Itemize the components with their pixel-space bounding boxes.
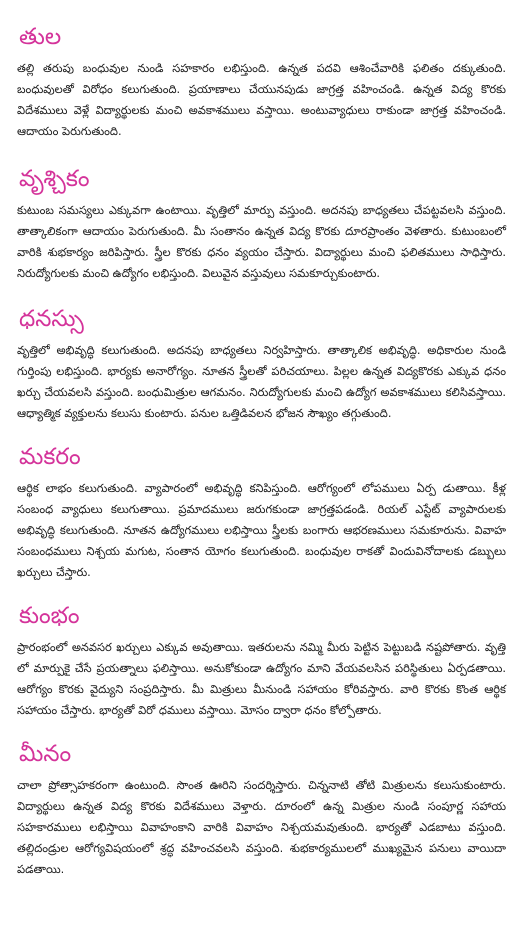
- sign-prediction-text: కుటుంబ సమస్యలు ఎక్కువగా ఉంటాయి. వృత్తిలో మార్పు వస్తుంది. అదనపు బాధ్యతలు చేపట్టవలసి వస్తుంది. తాత్కాలికంగా ఆదాయం పెరుగుతుంది. మీ సంతానం ఉన్నత విద్య కొరకు దూరప్రాంతం వెళతారు. కుటుంబంలో వారికి శుభకార్యం జరిపిస్తారు. స్త్రీల కొరకు ధనం వ్యయం చేస్తారు. విద్యార్థులు మంచి ఫలితములు సాధిస్తారు. నిరుద్యోగులకు మంచి ఉద్యోగం లభిస్తుంది. విలువైన వస్తువులు సమకూర్చుకుంటారు.: [17, 203, 506, 280]
- sign-title: ధనస్సు: [19, 306, 84, 332]
- sign-section-vrischikam: [17, 164, 506, 284]
- sign-title: మకరం: [19, 444, 81, 470]
- sign-section-kumbham: [17, 601, 506, 721]
- sign-prediction-text: ఆర్థిక లాభం కలుగుతుంది. వ్యాపారంలో అభివృద్ధి కనిపిస్తుంది. ఆరోగ్యంలో లోపములు ఏర్ప డుతాయి. కీళ్ల సంబంధ వ్యాధులు కలుగుతాయి. ప్రమాదములు జరుగకుండా జాగ్రత్తపడండి. రియల్ ఎస్టేట్ వ్యాపారులకు అభివృద్ధి కలుగుతుంది. నూతన ఉద్యోగములు లభిస్తాయి స్త్రీలకు బంగారు ఆభరణములు సమకూరును. వివాహ సంబంధములు నిశ్చయ మగుట, సంతాన యోగం కలుగుతుంది. బంధువుల రాకతో విందువినోదాలకు డబ్బులు ఖర్చులు చేస్తారు.: [17, 481, 506, 579]
- sign-prediction-text: వృత్తిలో అభివృద్ధి కలుగుతుంది. అదనపు బాధ్యతలు నిర్వహిస్తారు. తాత్కాలిక అభివృద్ధి. అధికారుల నుండి గుర్తింపు లభిస్తుంది. భార్యకు అనారోగ్యం. నూతన స్త్రీలతో పరిచయాలు. పిల్లల ఉన్నత విద్యకొరకు ఎక్కువ ధనం ఖర్చు చేయవలసి వస్తుంది. బంధుమిత్రుల ఆగమనం. నిరుద్యోగులకు మంచి ఉద్యోగ అవకాశములు కలిసివస్తాయి. ఆధ్యాత్మిక వ్యక్తులను కలుసు కుంటారు. పనుల ఒత్తిడివలన భోజన సౌఖ్యం తగ్గుతుంది.: [17, 343, 506, 420]
- sign-section-makaram: [17, 442, 506, 583]
- sign-prediction-text: చాలా ప్రోత్సాహకరంగా ఉంటుంది. సొంత ఊరిని సందర్శిస్తారు. చిన్ననాటి తోటి మిత్రులను కలుసుకుంటారు. విద్యార్థులు ఉన్నత విద్య కొరకు విదేశములు వెళ్తారు. దూరంలో ఉన్న మిత్రుల నుండి సంపూర్ణ సహాయ సహకారములు లభిస్తాయి వివాహంకాని వారికి వివాహం నిశ్చయమవుతుంది. భార్యతో ఎడబాటు వస్తుంది. తల్లిదండ్రుల ఆరోగ్యవిషయంలో శ్రద్ధ వహించవలసి వస్తుంది. శుభకార్యములలో ముఖ్యమైన పనులు వాయిదా పడతాయి.: [17, 778, 506, 876]
- sign-prediction-text: ప్రారంభంలో అనవసర ఖర్చులు ఎక్కువ అవుతాయి. ఇతరులను నమ్మి మీరు పెట్టిన పెట్టుబడి నష్టపోతారు. వృత్తి లో మార్పుకై చేసే ప్రయత్నాలు ఫలిస్తాయి. అనుకోకుండా ఉద్యోగం మాని వేయవలసిన పరిస్థితులు ఏర్పడతాయి. ఆరోగ్యం కొరకు వైద్యుని సంప్రదిస్తారు. మీ మిత్రులు మీనుండి సహాయం కోరివస్తారు. వారి కొరకు కొంత ఆర్థిక సహాయం చేస్తారు. భార్యతో విరో ధములు వస్తాయి. మోసం ద్వారా ధనం కోల్పోతారు.: [17, 640, 506, 717]
- sign-title: మీనం: [19, 741, 72, 767]
- sign-title: తుల: [19, 24, 62, 50]
- sign-prediction-text: తల్లి తరుపు బంధువుల నుండి సహకారం లభిస్తుంది. ఉన్నత పదవి ఆశించేవారికి ఫలితం దక్కుతుంది. బంధువులతో విరోధం కలుగుతుంది. ప్రయాణాలు చేయునపుడు జాగ్రత్త వహించండి. ఉన్నత విద్య కొరకు విదేశములు వెళ్లే విద్యార్థులకు మంచి అవకాశములు వస్తాయి. అంటువ్యాధులు రాకుండా జాగ్రత్త వహించండి. ఆదాయం పెరుగుతుంది.: [17, 61, 506, 138]
- sign-section-dhanassu: [17, 304, 506, 424]
- sign-title: కుంభం: [19, 603, 80, 629]
- sign-section-meenam: [17, 739, 506, 880]
- sign-title: వృశ్చికం: [19, 166, 90, 192]
- sign-section-tula: [17, 22, 506, 142]
